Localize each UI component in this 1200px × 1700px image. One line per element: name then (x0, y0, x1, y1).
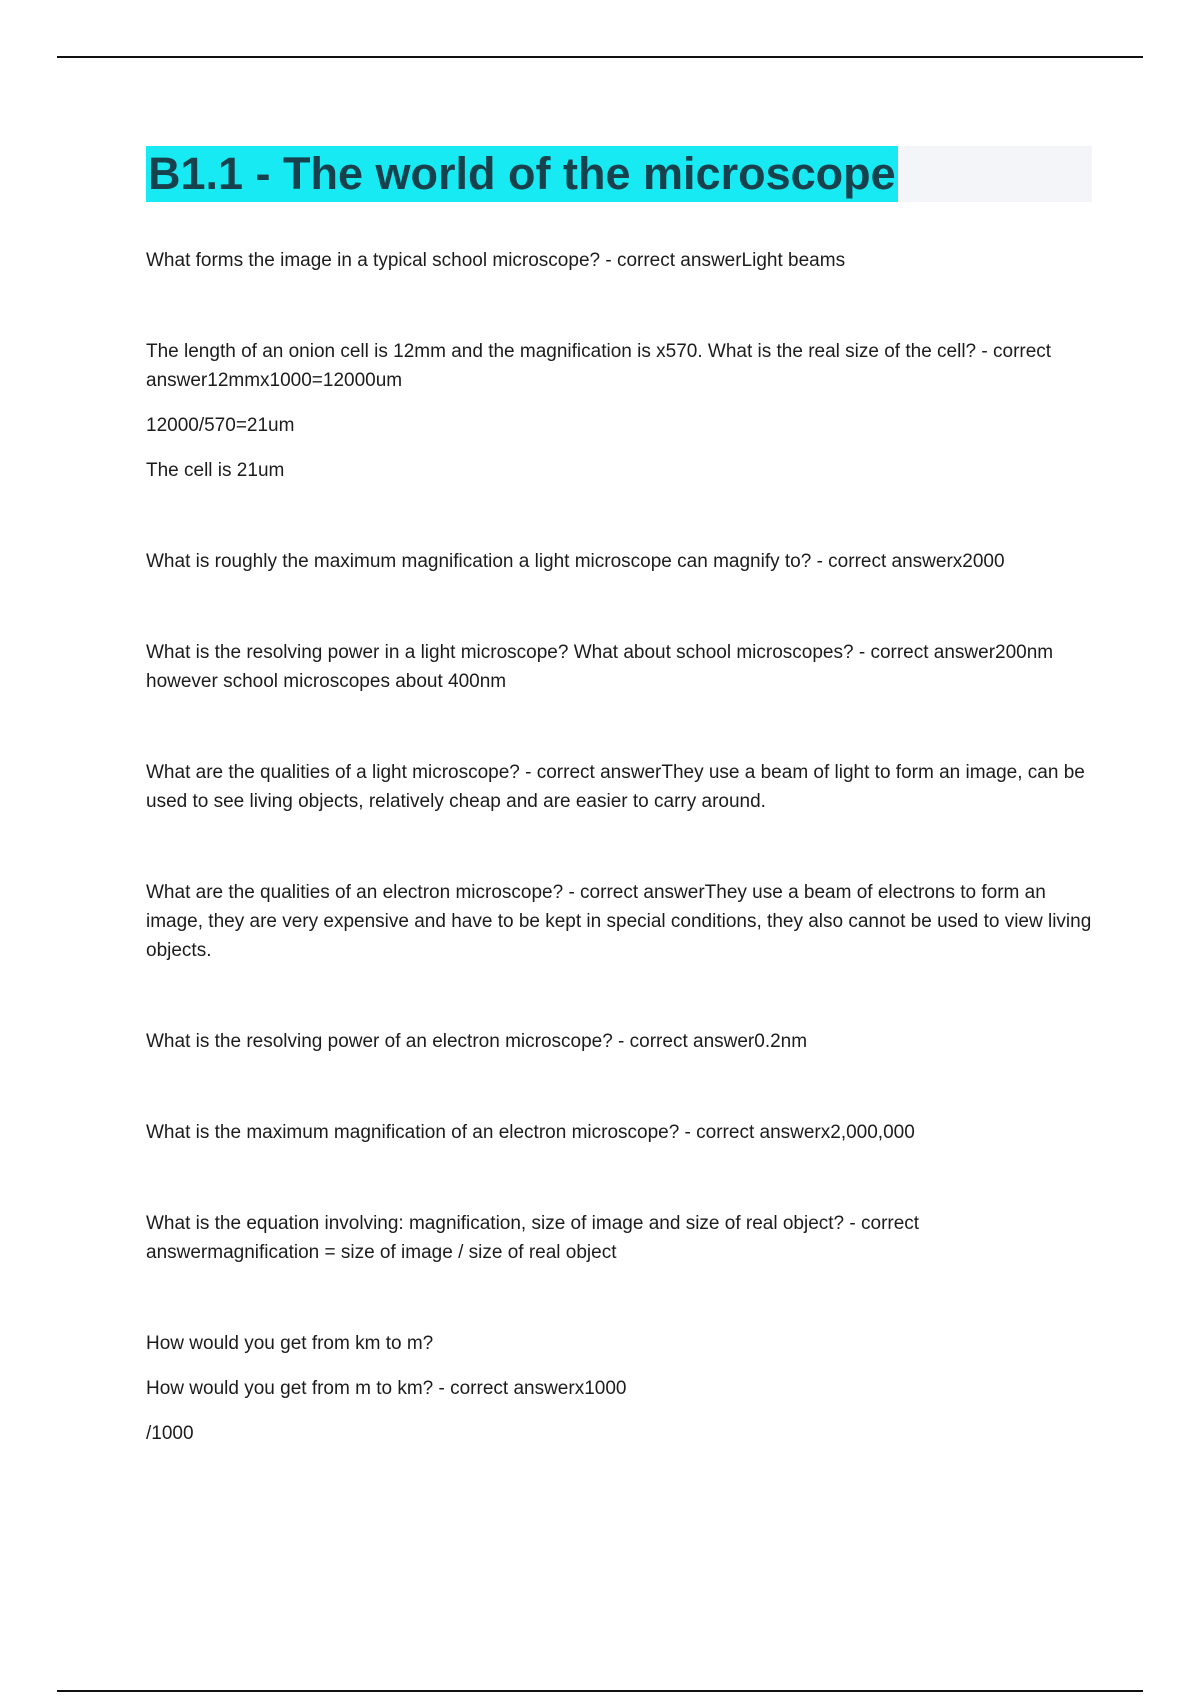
qa-item (146, 758, 1096, 816)
qa-item (146, 1118, 1096, 1147)
qa-text: 12000/570=21um (146, 415, 295, 436)
qa-item (146, 1209, 1096, 1267)
qa-text: What is the resolving power of an electron microscope? - correct answer0.2nm (146, 1031, 808, 1052)
qa-item (146, 547, 1096, 576)
footer-rule (57, 1690, 1143, 1692)
page-title: B1.1 - The world of the microscope (146, 146, 898, 202)
qa-item (146, 878, 1096, 965)
qa-text: What forms the image in a typical school microscope? - correct answerLight beams (146, 250, 846, 271)
qa-item (146, 246, 1096, 275)
qa-text: How would you get from km to m? (146, 1333, 434, 1354)
qa-item (146, 1027, 1096, 1056)
qa-text: What are the qualities of a light microscope? - correct answerThey use a beam of light to form an image, can be used to see living objects, relatively cheap and are easier to carry around. (146, 762, 1085, 812)
qa-text: What is the equation involving: magnification, size of image and size of real object? - correct answermagnification = size of image / size of real object (146, 1213, 920, 1263)
qa-text: What are the qualities of an electron microscope? - correct answerThey use a beam of electrons to form an image, they are very expensive and have to be kept in special conditions, they also cannot be used to view living objects. (146, 882, 1092, 961)
qa-text: What is roughly the maximum magnification a light microscope can magnify to? - correct answerx2000 (146, 551, 1005, 572)
qa-item (146, 1329, 1096, 1448)
qa-text: What is the maximum magnification of an electron microscope? - correct answerx2,000,000 (146, 1122, 915, 1143)
qa-text: The cell is 21um (146, 460, 285, 481)
document-body (146, 246, 1096, 1510)
qa-text: /1000 (146, 1423, 194, 1444)
qa-text: The length of an onion cell is 12mm and the magnification is x570. What is the real size of the cell? - correct answer12mmx1000=12000um (146, 341, 1052, 391)
qa-text: How would you get from m to km? - correct answerx1000 (146, 1378, 627, 1399)
header-rule (57, 56, 1143, 58)
qa-text: What is the resolving power in a light microscope? What about school microscopes? - correct answer200nm however school microscopes about 400nm (146, 642, 1054, 692)
qa-item (146, 337, 1096, 485)
qa-item (146, 638, 1096, 696)
